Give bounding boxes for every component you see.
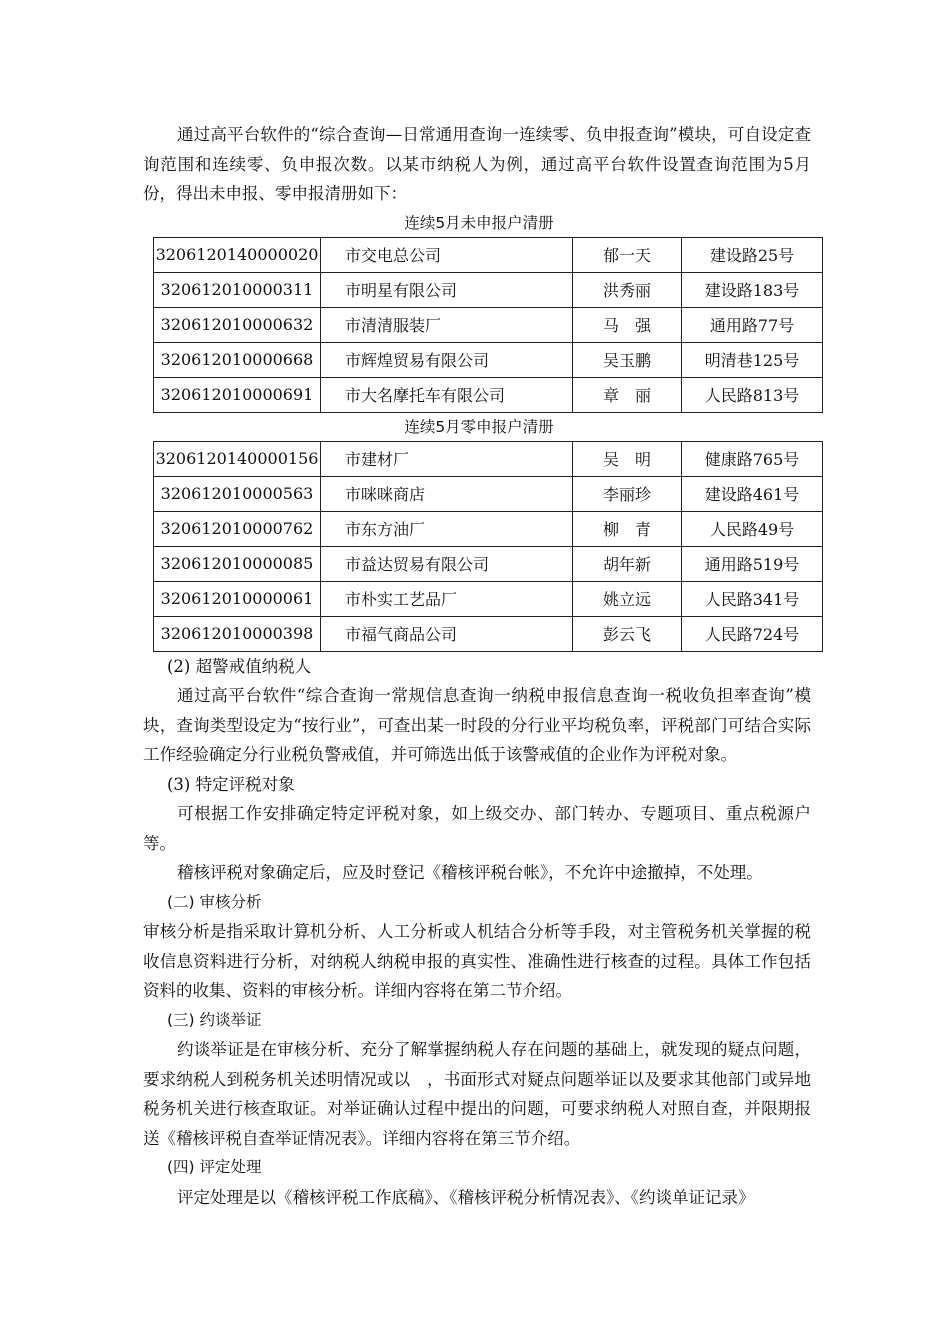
record-note: 稽核评税对象确定后，应及时登记《稽核评税台帐》，不允许中途撤掉，不处理。 [177, 863, 763, 882]
company-name: 市朴实工艺品厂 [321, 581, 573, 616]
part-4-heading: (四) 评定处理 [167, 1158, 262, 1176]
taxpayer-id: 320612010000061 [154, 581, 321, 616]
document-body [143, 120, 811, 1212]
table-row [154, 441, 823, 476]
table-row [154, 342, 823, 377]
legal-representative: 姚立远 [573, 581, 682, 616]
address: 通用路77号 [682, 307, 823, 342]
taxpayer-id: 3206120140000156 [154, 441, 321, 476]
address: 建设路183号 [682, 272, 823, 307]
taxpayer-id: 320612010000311 [154, 272, 321, 307]
taxpayer-id: 320612010000632 [154, 307, 321, 342]
legal-representative: 彭云飞 [573, 616, 682, 651]
address: 明清巷125号 [682, 342, 823, 377]
address: 人民路341号 [682, 581, 823, 616]
legal-representative: 吴玉鹏 [573, 342, 682, 377]
address: 建设路461号 [682, 476, 823, 511]
address: 通用路519号 [682, 546, 823, 581]
legal-representative: 胡年新 [573, 546, 682, 581]
table-row [154, 616, 823, 651]
taxpayer-id: 320612010000398 [154, 616, 321, 651]
address: 建设路25号 [682, 237, 823, 272]
table-row [154, 272, 823, 307]
table-row [154, 476, 823, 511]
part-3-heading: (三) 约谈举证 [167, 1010, 262, 1029]
company-name: 市大名摩托车有限公司 [321, 377, 573, 412]
legal-representative: 李丽珍 [573, 476, 682, 511]
address: 人民路813号 [682, 377, 823, 412]
legal-representative: 章 丽 [573, 377, 682, 412]
company-name: 市建材厂 [321, 441, 573, 476]
company-name: 市福气商品公司 [321, 616, 573, 651]
intro-paragraph: 通过高平台软件的“综合查询—日常通用查询一连续零、负申报查询”模块，可自设定查询范围和连续零、负申报次数。以某市纳税人为例，通过高平台软件设置查询范围为5月份，得出未申报、零申报清册如下： [143, 125, 811, 203]
company-name: 市东方油厂 [321, 511, 573, 546]
non-filing-table [153, 237, 823, 413]
table1-caption: 连续5月未申报户清册 [404, 213, 554, 232]
table2-caption: 连续5月零申报户清册 [404, 417, 554, 436]
part-3-body: 约谈举证是在审核分析、充分了解掌握纳税人存在问题的基础上，就发现的疑点问题，要求纳税人到税务机关述明情况或以 ，书面形式对疑点问题举证以及要求其他部门或异地税务机关进行核查取证。对举证确认过程中提出的问题，可要求纳税人对照自查，并限期报送《稽核评税自查举证情况表》。详细内容将在第三节介绍。 [143, 1040, 811, 1148]
company-name: 市辉煌贸易有限公司 [321, 342, 573, 377]
table-row [154, 546, 823, 581]
table-row [154, 377, 823, 412]
taxpayer-id: 320612010000762 [154, 511, 321, 546]
table-row [154, 237, 823, 272]
taxpayer-id: 320612010000668 [154, 342, 321, 377]
legal-representative: 马 强 [573, 307, 682, 342]
address: 健康路765号 [682, 441, 823, 476]
section-3-title: (3) 特定评税对象 [167, 774, 295, 794]
taxpayer-id: 3206120140000020 [154, 237, 321, 272]
address: 人民路49号 [682, 511, 823, 546]
company-name: 市咪咪商店 [321, 476, 573, 511]
company-name: 市交电总公司 [321, 237, 573, 272]
table-row [154, 307, 823, 342]
taxpayer-id: 320612010000563 [154, 476, 321, 511]
table-row [154, 581, 823, 616]
section-3-body: 可根据工作安排确定特定评税对象，如上级交办、部门转办、专题项目、重点税源户等。 [143, 804, 811, 853]
legal-representative: 郁一天 [573, 237, 682, 272]
company-name: 市益达贸易有限公司 [321, 546, 573, 581]
part-4-body: 评定处理是以《稽核评税工作底稿》、《稽核评税分析情况表》、《约谈单证记录》 [177, 1187, 755, 1207]
section-2-body: 通过高平台软件“综合查询一常规信息查询一纳税申报信息查询一税收负担率查询”模块，查询类型设定为“按行业”，可查出某一时段的分行业平均税负率，评税部门可结合实际工作经验确定分行业税负警戒值，并可筛选出低于该警戒值的企业作为评税对象。 [143, 686, 811, 764]
taxpayer-id: 320612010000691 [154, 377, 321, 412]
address: 人民路724号 [682, 616, 823, 651]
legal-representative: 洪秀丽 [573, 272, 682, 307]
taxpayer-id: 320612010000085 [154, 546, 321, 581]
zero-filing-table [153, 441, 823, 652]
table-row [154, 511, 823, 546]
company-name: 市清清服装厂 [321, 307, 573, 342]
company-name: 市明星有限公司 [321, 272, 573, 307]
section-2-title: (2) 超警戒值纳税人 [167, 656, 312, 676]
part-2-heading: (二) 审核分析 [167, 892, 262, 911]
part-2-body: 审核分析是指采取计算机分析、人工分析或人机结合分析等手段，对主管税务机关掌握的税收信息资料进行分析，对纳税人纳税申报的真实性、准确性进行核查的过程。具体工作包括资料的收集、资料的审核分析。详细内容将在第二节介绍。 [143, 922, 811, 1000]
legal-representative: 柳 青 [573, 511, 682, 546]
legal-representative: 吴 明 [573, 441, 682, 476]
